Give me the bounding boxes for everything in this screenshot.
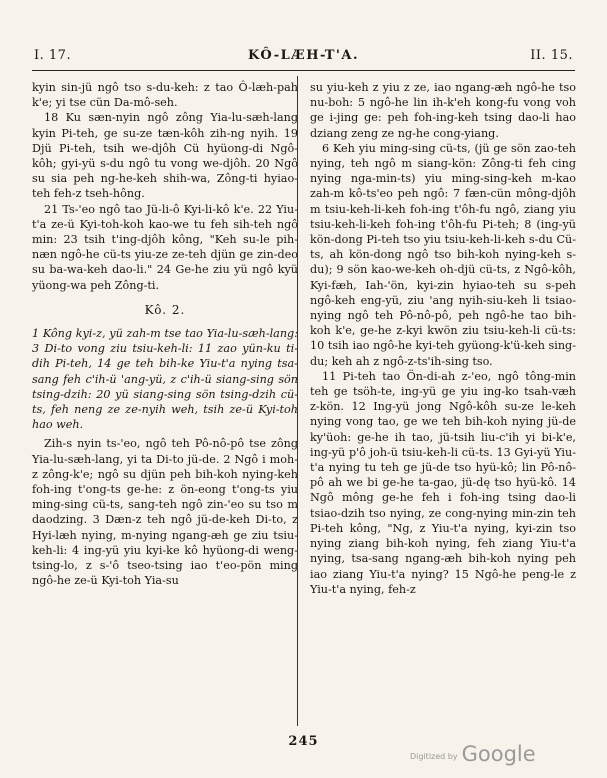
column-divider bbox=[297, 76, 298, 726]
header-rule bbox=[32, 70, 575, 71]
left-paragraph-1: kyin sin-jü ngô tso s-du-keh: z tao Ô-læh-pah k'e; yi tse cün Da-mô-seh. bbox=[32, 81, 298, 110]
chapter-heading: Kô. 2. bbox=[144, 302, 186, 317]
left-paragraph-4: Zih-s nyin ts-'eo, ngô teh Pô-nô-pô tse zông Yia-lu-sæh-lang, yi ta Di-to jü-de. 2 Ngô i moh-z zông-k'e; ngô su djün peh bih-koh nying-keh foh-ing t'ong-ts ge-he: z ön-eong t'ong-ts yiu ming-sing cü-ts, sang-teh ngô zin-'eo su tso m daodzing. 3 Dæn-z teh ngô jü-de-keh Di-to, z Hyi-læh nying, m-nying ngang-æh ge ziu tsiu-keh-li: 4 ing-yü yiu kyi-ke kô hyüong-di weng-tsing-lo, z s-'ô tseo-tsing iao t'eo-pön ming ngô-he ze-ü Kyi-toh Yia-su bbox=[32, 437, 298, 588]
right-paragraph-2: 6 Keh yiu ming-sing cü-ts, (jü ge sön zao-teh nying, teh ngô m siang-kön: Zông-ti feh cing nying nga-min-ts) yiu ming-sing-keh m-kao zah-m kô-ts'eo peh ngô: 7 fæn-cün mông-djôh m tsiu-keh-li-keh foh-ing t'ôh-fu ngô, ziang yiu tsiu-keh-li-keh foh-ing t'ôh-fu Pi-teh; 8 (ing-yü kön-dong Pi-teh tso yiu tsiu-keh-li-keh s-du Cü-ts, ah kön-dong ngô tso bih-koh nying-keh s-du); 9 sön kao-we-keh oh-djü cü-ts, z Ngô-kôh, Kyi-fæh, Iah-'ön, kyi-zin hyiao-teh su s-peh ngô-keh eng-yü, ziu 'ang nyih-siu-keh li tsiao-nying ngô teh Pô-nô-pô, peh ngô-he tao bih-koh k'e, ge-he z-kyi kwön ziu tsiu-keh-li cü-ts: 10 tsih iao ngô-he kyi-teh gyüong-k'ü-keh sing-du; keh ah z ngô-z-ts'ih-sing tso. bbox=[310, 141, 576, 368]
header-title: KÔ-LÆH-T'A. bbox=[247, 48, 360, 63]
right-paragraph-1: su yiu-keh z yiu z ze, iao ngang-æh ngô-he tso nu-boh: 5 ngô-he lin ih-k'eh kong-fu vong voh ge i-jing ge: peh foh-ing-keh tsing dao-li hao dziang zeng ze ng-he cong-yiang. bbox=[310, 81, 576, 140]
page-number: 245 bbox=[288, 734, 319, 749]
header-right-ref: II. 15. bbox=[530, 48, 573, 63]
right-column bbox=[310, 80, 576, 597]
google-logo: Google bbox=[461, 742, 536, 766]
digitized-prefix: Digitized by bbox=[410, 752, 458, 761]
left-paragraph-2: 18 Ku sæn-nyin ngô zông Yia-lu-sæh-lang kyin Pi-teh, ge su-ze tæn-kôh zih-ng nyih. 19 Djü Pi-teh, tsih we-djôh Cü hyüong-di Ngô-kôh; gyi-yü s-du ngô tu vong we-djôh. 20 Ngô su sia peh ng-he-keh shih-wa, Zông-ti hyiao-teh feh-z tseh-hông. bbox=[32, 111, 298, 201]
right-paragraph-3: 11 Pi-teh tao Ön-di-ah z-'eo, ngô tông-min teh ge tsöh-te, ing-yü ge yiu ing-ko tsah-væh z-kön. 12 Ing-yü jong Ngô-kôh su-ze le-keh nying vong tao, ge we teh bih-koh nying jü-de ky'üoh: ge-he ih tao, jü-tsih liu-c'ih yi bi-k'e, ing-yü p'ô joh-ü tsiu-keh-li cü-ts. 13 Gyi-yü Yiu-t'a nying tu teh ge jü-de tso hyü-kô; lin Pô-nô-pô ah we bi ge-he ta-gao, jü-dę tso hyü-kô. 14 Ngô mông ge-he feh i foh-ing tsing dao-li tsiao-dzih tso nying, ze cong-nying min-zin teh Pi-teh kông, "Ng, z Yiu-t'a nying, kyi-zin tso nying ziang bih-koh nying, feh ziang Yiu-t'a nying, tsa-sang ngang-æh bih-koh nying peh iao ziang Yiu-t'a nying? 15 Ngô-he peng-le z Yiu-t'a nying, feh-z bbox=[310, 369, 576, 596]
left-paragraph-3: 21 Ts-'eo ngô tao Jü-li-ô Kyi-li-kô k'e. 22 Yiu-t'a ze-ü Kyi-toh-koh kao-we tu feh sih-teh ngô min: 23 tsih t'ing-djôh kông, "Keh su-le pih-næn ngô-he cü-ts yiu-ze ze-teh djün ge zin-deo su ba-wa-keh dao-li." 24 Ge-he ziu yü ngô kyü yüong-wa peh Zông-ti. bbox=[32, 202, 298, 292]
chapter-summary: 1 Kông kyi-z, yü zah-m tse tao Yia-lu-sæh-lang: 3 Di-to vong ziu tsiu-keh-li: 11 zao yün-ku ti-dih Pi-teh, 14 ge teh bih-ke Yiu-t'a nying tsa-sang feh c'ih-ü 'ang-yü, z c'ih-ü siang-sing sön tsing-dzih: 20 yü siang-sing sön tsing-dzih cü-ts, feh neng ze ze-nyih weh, tsih ze-ü Kyi-toh hao weh. bbox=[32, 327, 298, 432]
header-left-ref: I. 17. bbox=[34, 48, 72, 63]
left-column bbox=[32, 80, 298, 589]
digitized-watermark bbox=[410, 742, 536, 766]
